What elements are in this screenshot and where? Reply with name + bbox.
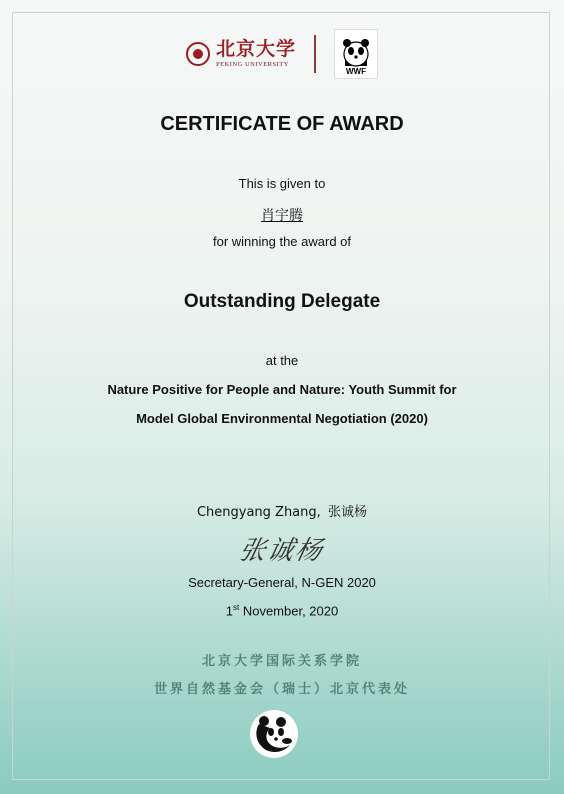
pku-name-cn: 北京大学	[215, 37, 296, 60]
given-to-text: This is given to	[238, 176, 326, 191]
event-title-line1: Nature Positive for People and Nature: Youth Summit for	[107, 382, 457, 397]
date-day: 1	[225, 603, 233, 619]
organizer-line1: 北京大学国际关系学院	[201, 654, 362, 669]
date-rest: November, 2020	[239, 603, 339, 619]
pku-emblem-icon	[186, 42, 210, 66]
wwf-panda-icon	[341, 36, 371, 68]
award-name: Outstanding Delegate	[183, 291, 381, 312]
signatory-name-cn: 张诚杨	[328, 505, 368, 520]
logo-divider	[314, 35, 316, 73]
issue-date	[0, 603, 564, 618]
at-the-text: at the	[265, 353, 299, 368]
pku-name-en: PEKING UNIVERSITY	[215, 60, 289, 68]
certificate-title: CERTIFICATE OF AWARD	[160, 113, 404, 135]
organizer-line2: 世界自然基金会（瑞士）北京代表处	[153, 682, 410, 697]
signatory-name-en: Chengyang Zhang,	[196, 505, 321, 520]
signatory-name	[0, 501, 564, 520]
pku-logo	[186, 37, 296, 69]
event-title-line2: Model Global Environmental Negotiation (2020)	[136, 411, 428, 426]
date-suffix: st	[232, 603, 240, 612]
wwf-label: WWF	[346, 67, 366, 76]
winning-text: for winning the award of	[212, 234, 352, 249]
signatory-role: Secretary-General, N-GEN 2020	[188, 575, 376, 590]
handwritten-signature: 张诚杨	[236, 536, 327, 566]
recipient-name: 肖宇腾	[261, 208, 303, 224]
panda-seal-icon	[250, 710, 298, 758]
wwf-logo	[334, 29, 378, 79]
logo-header	[0, 28, 564, 80]
